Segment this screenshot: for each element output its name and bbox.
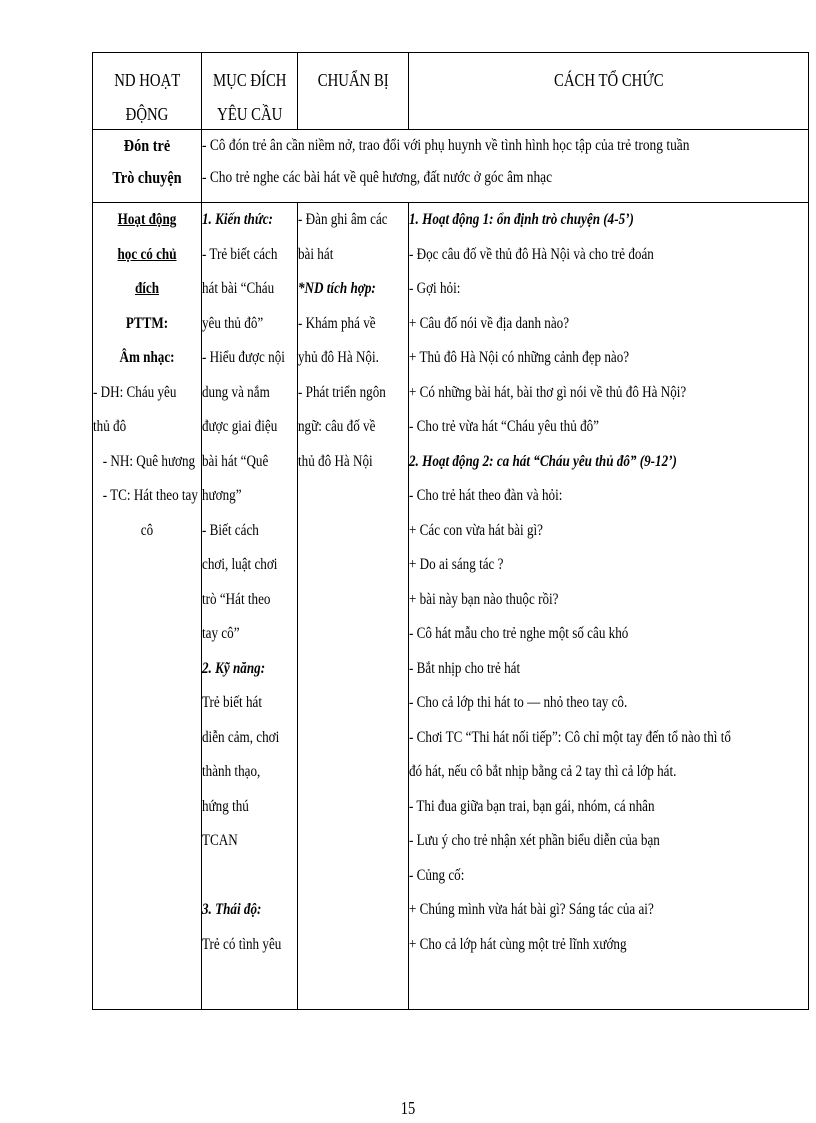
goal-line: hát bài “Cháu — [202, 280, 275, 297]
prep-line: - Đàn ghi âm các — [298, 211, 388, 228]
header-purpose-line2: YÊU CẦU — [216, 104, 283, 124]
activity-label-cell — [93, 203, 202, 1010]
goal-line: TCAN — [202, 832, 238, 849]
goal-line: hương” — [202, 487, 242, 504]
activity-label-line: Hoạt động — [117, 211, 177, 228]
goals-cell — [202, 203, 298, 1010]
welcome-line-1: - Cô đón trẻ ân cần niềm nở, trao đổi với phụ huynh về tình hình học tập của trẻ trong tuần — [202, 137, 690, 154]
header-purpose-line1: MỤC ĐÍCH — [212, 70, 287, 90]
preparation-cell — [298, 203, 409, 1010]
activity-row — [93, 203, 809, 1010]
header-purpose — [202, 53, 298, 130]
org-line: + Thủ đô Hà Nội có những cảnh đẹp nào? — [409, 349, 630, 366]
goal-line: yêu thủ đô” — [202, 314, 264, 332]
welcome-content — [202, 130, 809, 203]
welcome-row — [93, 130, 809, 203]
goal-line: trò “Hát theo — [202, 590, 271, 608]
activity-label-line: - TC: Hát theo tay — [102, 487, 198, 504]
org-line: 1. Hoạt động 1: ổn định trò chuyện (4-5’) — [409, 211, 634, 228]
activity-label-line: PTTM: — [125, 314, 169, 332]
welcome-label-1: Đón trẻ — [123, 136, 171, 155]
org-line: + Do ai sáng tác ? — [409, 556, 504, 573]
prep-line: - Khám phá về — [298, 314, 376, 332]
goal-line — [202, 859, 280, 894]
org-line: - Thi đua giữa bạn trai, bạn gái, nhóm, cá nhân — [409, 797, 655, 815]
activity-label-line: cô — [140, 521, 154, 539]
header-activity-line2: ĐỘNG — [125, 104, 169, 124]
org-line: - Cho cả lớp thi hát to — nhỏ theo tay cô. — [409, 694, 628, 711]
goal-line: tay cô” — [202, 625, 240, 642]
goal-line: 1. Kiến thức: — [202, 211, 273, 228]
org-line: - Gợi hỏi: — [409, 280, 461, 297]
page-number-text: 15 — [400, 1098, 416, 1118]
goal-line: Trẻ có tình yêu — [202, 935, 282, 953]
welcome-label-2: Trò chuyện — [112, 168, 182, 187]
org-line: đó hát, nếu cô bắt nhịp bằng cả 2 tay thì cả lớp hát. — [409, 763, 677, 780]
header-activity — [93, 53, 202, 130]
goal-line: - Biết cách — [202, 521, 259, 539]
goal-line: dung và nắm — [202, 383, 270, 401]
org-line: + Có những bài hát, bài thơ gì nói về thủ đô Hà Nội? — [409, 383, 687, 401]
org-line: + Cho cả lớp hát cùng một trẻ lĩnh xướng — [409, 935, 627, 953]
org-line: 2. Hoạt động 2: ca hát “Cháu yêu thủ đô” (9-12’) — [409, 452, 677, 470]
activity-label-line: thủ đô — [93, 418, 127, 435]
prep-line: ngữ: câu đố về — [298, 418, 376, 435]
org-line: + Các con vừa hát bài gì? — [409, 521, 544, 539]
org-line: - Bắt nhịp cho trẻ hát — [409, 659, 521, 677]
goal-line: chơi, luật chơi — [202, 556, 278, 573]
header-row — [93, 53, 809, 130]
header-preparation — [298, 53, 409, 130]
page-number — [0, 1098, 816, 1119]
goal-line: được giai điệu — [202, 418, 278, 435]
org-line: - Cho trẻ vừa hát “Cháu yêu thủ đô” — [409, 418, 600, 435]
goal-line: bài hát “Quê — [202, 452, 269, 470]
org-line: + Chúng mình vừa hát bài gì? Sáng tác của ai? — [409, 901, 654, 918]
org-line: - Cho trẻ hát theo đàn và hỏi: — [409, 487, 563, 504]
header-organization — [409, 53, 809, 130]
goal-line: Trẻ biết hát — [202, 694, 263, 711]
activity-label-line: học có chủ — [117, 245, 177, 263]
org-line: - Củng cố: — [409, 866, 465, 884]
header-organization-label: CÁCH TỔ CHỨC — [553, 70, 664, 90]
header-activity-line1: ND HOẠT — [113, 70, 181, 90]
activity-label-line: Âm nhạc: — [119, 349, 175, 366]
activity-label-line: - DH: Cháu yêu — [93, 383, 177, 401]
activity-label-line: đích — [134, 280, 160, 297]
lesson-plan-table — [92, 52, 809, 1010]
welcome-line-2: - Cho trẻ nghe các bài hát về quê hương, đất nước ở góc âm nhạc — [202, 169, 553, 186]
goal-line: thành thạo, — [202, 763, 261, 780]
goal-line: - Trẻ biết cách — [202, 245, 278, 263]
goal-line: 2. Kỹ năng: — [202, 659, 266, 677]
header-preparation-label: CHUẨN BỊ — [317, 70, 389, 90]
org-line: - Chơi TC “Thi hát nối tiếp”: Cô chỉ một tay đến tổ nào thì tổ — [409, 728, 731, 746]
welcome-label-cell — [93, 130, 202, 203]
prep-line: - Phát triển ngôn — [298, 383, 386, 401]
org-line: + bài này bạn nào thuộc rồi? — [409, 590, 559, 608]
prep-line: bài hát — [298, 245, 334, 263]
goal-line: diễn cảm, chơi — [202, 728, 280, 746]
prep-line: yhủ đô Hà Nội. — [298, 349, 379, 366]
goal-line: 3. Thái độ: — [202, 901, 262, 918]
goal-line: - Hiểu được nội — [202, 349, 285, 366]
org-line: - Lưu ý cho trẻ nhận xét phần biểu diễn của bạn — [409, 832, 660, 849]
prep-line: *ND tích hợp: — [298, 280, 376, 297]
activity-label-line: - NH: Quê hương — [102, 452, 196, 470]
org-line: - Cô hát mẫu cho trẻ nghe một số câu khó — [409, 625, 629, 642]
organization-cell — [409, 203, 809, 1010]
goal-line: hứng thú — [202, 797, 249, 815]
org-line: + Câu đố nói về địa danh nào? — [409, 314, 570, 332]
org-line: - Đọc câu đố về thủ đô Hà Nội và cho trẻ đoán — [409, 245, 654, 263]
prep-line: thủ đô Hà Nội — [298, 452, 373, 470]
